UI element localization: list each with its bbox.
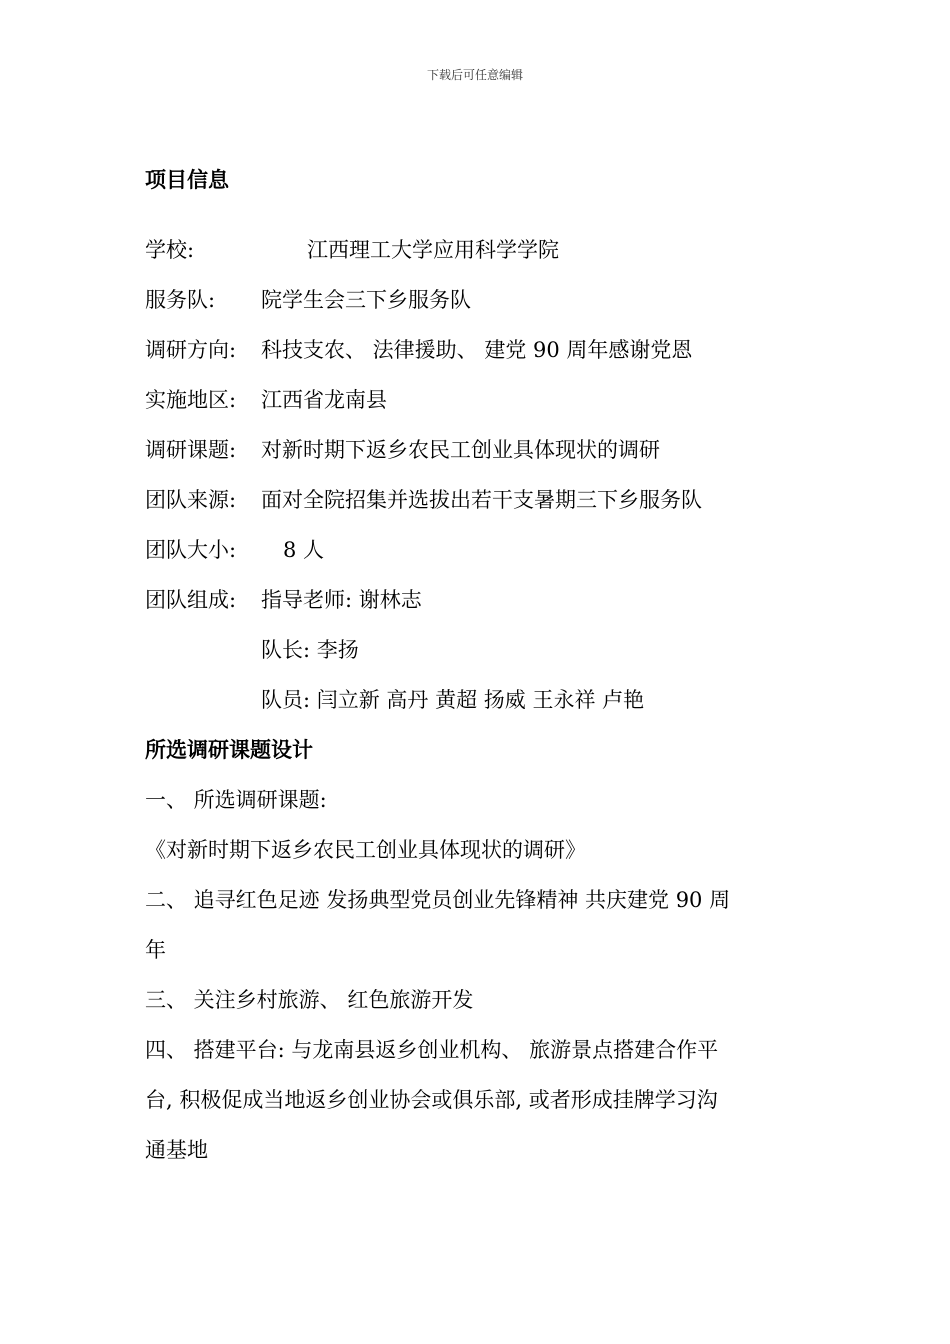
topic-value: 对新时期下返乡农民工创业具体现状的调研 <box>261 438 660 462</box>
list-item-1: 一、 所选调研课题: <box>145 788 327 812</box>
direction-row <box>145 336 692 364</box>
list-item-4-line-1: 四、 搭建平台: 与龙南县返乡创业机构、 旅游景点搭建合作平 <box>145 1038 719 1062</box>
list-item-2-line-1: 二、 追寻红色足迹 发扬典型党员创业先锋精神 共庆建党 90 周 <box>145 888 731 912</box>
direction-label: 调研方向: <box>145 338 237 362</box>
school-row <box>145 236 559 264</box>
source-value: 面对全院招集并选拔出若干支暑期三下乡服务队 <box>261 488 702 512</box>
topic-row <box>145 436 660 464</box>
region-row <box>145 386 387 414</box>
page-header: 下载后可任意编辑 <box>426 68 523 82</box>
list-item-1-title: 《对新时期下返乡农民工创业具体现状的调研》 <box>145 838 586 862</box>
composition-row <box>145 586 422 614</box>
school-label: 学校: <box>145 238 195 262</box>
composition-label: 团队组成: <box>145 588 237 612</box>
list-item-3: 三、 关注乡村旅游、 红色旅游开发 <box>145 988 474 1012</box>
region-value: 江西省龙南县 <box>261 388 387 412</box>
direction-value: 科技支农、 法律援助、 建党 90 周年感谢党恩 <box>261 338 693 362</box>
region-label: 实施地区: <box>145 388 237 412</box>
size-row <box>145 536 324 564</box>
captain-row: 队长: 李扬 <box>261 638 359 662</box>
size-value: 8 人 <box>283 538 325 562</box>
topic-label: 调研课题: <box>145 438 237 462</box>
school-value: 江西理工大学应用科学学院 <box>307 238 559 262</box>
list-item-4-line-3: 通基地 <box>145 1138 208 1162</box>
size-label: 团队大小: <box>145 538 237 562</box>
source-label: 团队来源: <box>145 488 237 512</box>
team-row <box>145 286 471 314</box>
team-label: 服务队: <box>145 288 216 312</box>
team-value: 院学生会三下乡服务队 <box>261 288 471 312</box>
source-row <box>145 486 702 514</box>
members-row: 队员: 闫立新 高丹 黄超 扬威 王永祥 卢艳 <box>261 688 645 712</box>
list-item-4-line-2: 台, 积极促成当地返乡创业协会或俱乐部, 或者形成挂牌学习沟 <box>145 1088 718 1112</box>
advisor-value: 指导老师: 谢林志 <box>261 588 422 612</box>
section-title-topic-design: 所选调研课题设计 <box>145 737 313 762</box>
section-title-project-info: 项目信息 <box>145 167 229 192</box>
list-item-2-line-2: 年 <box>145 938 166 962</box>
